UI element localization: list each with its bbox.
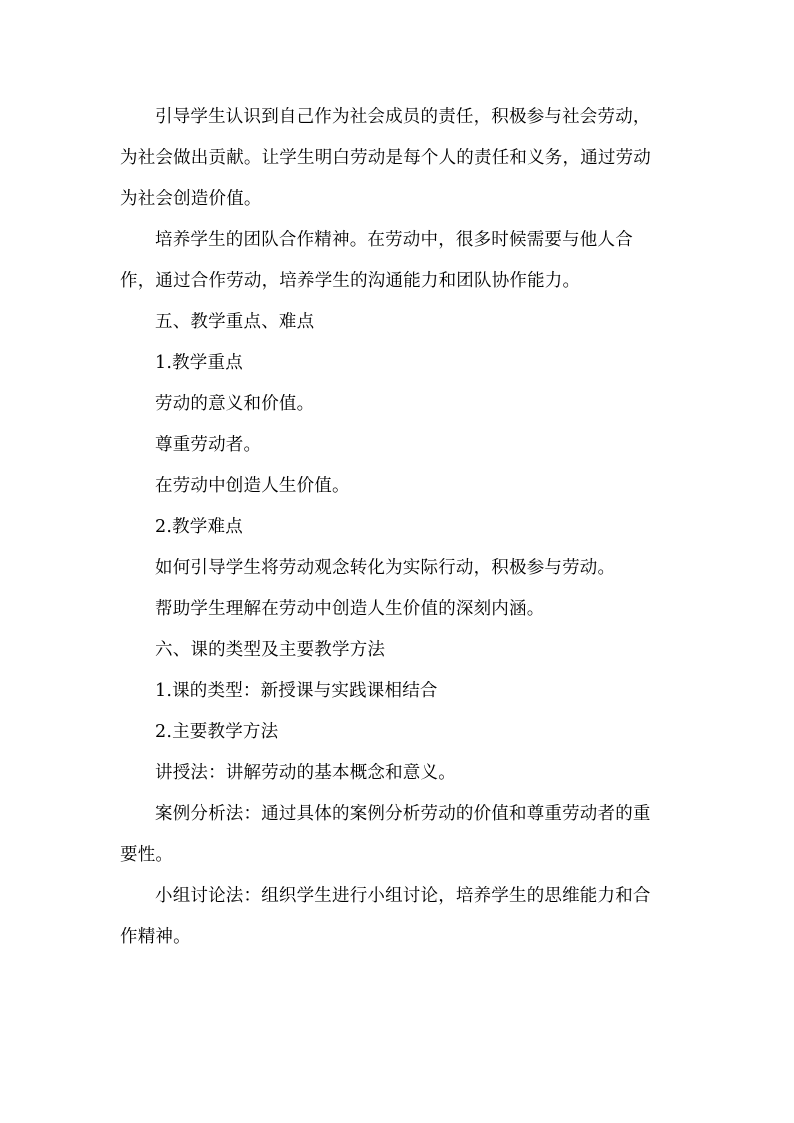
section-heading-lesson-type: 六、课的类型及主要教学方法 — [155, 640, 386, 660]
list-item: 尊重劳动者。 — [155, 435, 262, 455]
list-item: 在劳动中创造人生价值。 — [155, 476, 350, 496]
document-body — [120, 97, 668, 958]
subheading-teaching-methods: 2.主要教学方法 — [155, 722, 279, 742]
subheading-difficulties: 2.教学难点 — [155, 517, 243, 537]
subheading-key-points: 1.教学重点 — [155, 353, 243, 373]
list-item: 劳动的意义和价值。 — [155, 394, 315, 414]
list-item: 帮助学生理解在劳动中创造人生价值的深刻内涵。 — [155, 599, 545, 619]
paragraph-teamwork-spirit: 培养学生的团队合作精神。在劳动中，很多时候需要与他人合作，通过合作劳动，培养学生的沟通能力和团队协作能力。 — [120, 230, 633, 291]
paragraph-social-responsibility: 引导学生认识到自己作为社会成员的责任，积极参与社会劳动，为社会做出贡献。让学生明白劳动是每个人的责任和义务，通过劳动为社会创造价值。 — [120, 107, 651, 209]
method-lecture: 讲授法：讲解劳动的基本概念和意义。 — [155, 763, 456, 783]
method-group-discussion: 小组讨论法：组织学生进行小组讨论，培养学生的思维能力和合作精神。 — [120, 886, 651, 947]
method-case-analysis: 案例分析法：通过具体的案例分析劳动的价值和尊重劳动者的重要性。 — [120, 804, 651, 865]
list-item: 如何引导学生将劳动观念转化为实际行动，积极参与劳动。 — [155, 558, 616, 578]
subheading-lesson-type: 1.课的类型：新授课与实践课相结合 — [155, 681, 438, 701]
section-heading-key-points: 五、教学重点、难点 — [155, 312, 315, 332]
